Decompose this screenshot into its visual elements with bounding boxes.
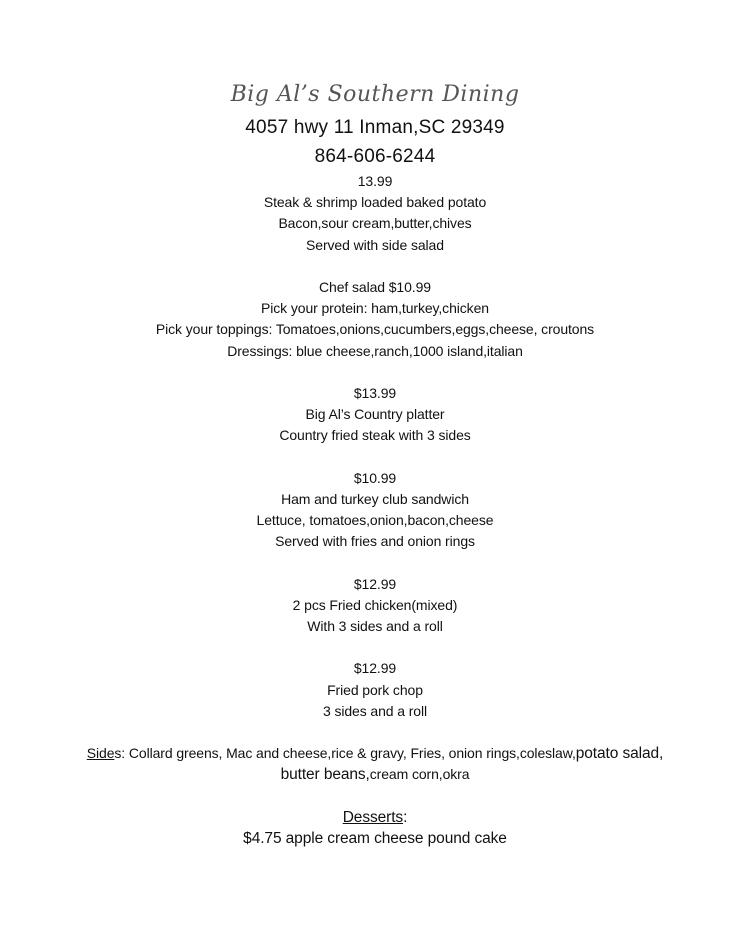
restaurant-phone: 864-606-6244 xyxy=(314,146,436,167)
spacer xyxy=(0,722,750,743)
sides-label-rest: s xyxy=(114,745,122,762)
sides-text-1-big: potato salad, xyxy=(575,745,664,763)
desserts-label: Desserts xyxy=(342,808,404,826)
spacer xyxy=(0,256,750,277)
restaurant-address: 4057 hwy 11 Inman,SC 29349 xyxy=(245,117,505,138)
menu-item-line: Dressings: blue cheese,ranch,1000 island,italian xyxy=(227,342,523,359)
spacer xyxy=(0,552,750,573)
menu-body xyxy=(0,171,750,849)
spacer xyxy=(0,446,750,467)
menu-item-heading: $10.99 xyxy=(353,469,397,486)
menu-item-line: Country fried steak with 3 sides xyxy=(279,427,471,444)
menu-item-line: Ham and turkey club sandwich xyxy=(281,490,469,507)
menu-item-line: Lettuce, tomatoes,onion,bacon,cheese xyxy=(256,512,494,528)
sides-line-1 xyxy=(0,743,750,764)
menu-item-line: Pick your toppings: Tomatoes,onions,cucumbers,eggs,cheese, croutons xyxy=(155,321,595,338)
dessert-item: $4.75 apple cream cheese pound cake xyxy=(243,829,507,847)
spacer xyxy=(0,785,750,806)
menu-item-line: Served with side salad xyxy=(306,236,444,253)
menu-item-heading: $12.99 xyxy=(353,575,397,592)
sides-label: Side xyxy=(86,745,115,762)
menu-item-line: Big Al’s Country platter xyxy=(305,406,445,423)
menu-item-heading: $13.99 xyxy=(353,384,397,401)
menu-item-line: Served with fries and onion rings xyxy=(275,533,475,550)
menu-item-line: Steak & shrimp loaded baked potato xyxy=(263,194,487,211)
menu-item-line: 3 sides and a roll xyxy=(322,702,428,719)
sides-line-2 xyxy=(0,764,750,785)
menu-item-line: Fried pork chop xyxy=(327,681,423,698)
sides-text-2: cream corn,okra xyxy=(369,766,470,783)
menu-item-line: Bacon,sour cream,butter,chives xyxy=(278,215,472,232)
spacer xyxy=(0,362,750,383)
menu-item-heading: 13.99 xyxy=(357,173,393,189)
restaurant-name: Big Al’s Southern Dining xyxy=(230,82,520,107)
menu-item-line: Pick your protein: ham,turkey,chicken xyxy=(261,300,489,317)
menu-item-line: 2 pcs Fried chicken(mixed) xyxy=(292,596,458,613)
menu-item-heading: Chef salad $10.99 xyxy=(319,278,431,295)
sides-text-1: : Collard greens, Mac and cheese,rice & gravy, Fries, onion rings,coleslaw, xyxy=(121,745,576,762)
menu-item-heading: $12.99 xyxy=(353,660,397,677)
menu-item-line: With 3 sides and a roll xyxy=(307,617,443,634)
desserts-heading xyxy=(0,807,750,828)
desserts-colon: : xyxy=(403,808,408,826)
sides-text-2-big: butter beans, xyxy=(280,766,370,784)
spacer xyxy=(0,637,750,658)
menu-items xyxy=(0,171,750,743)
